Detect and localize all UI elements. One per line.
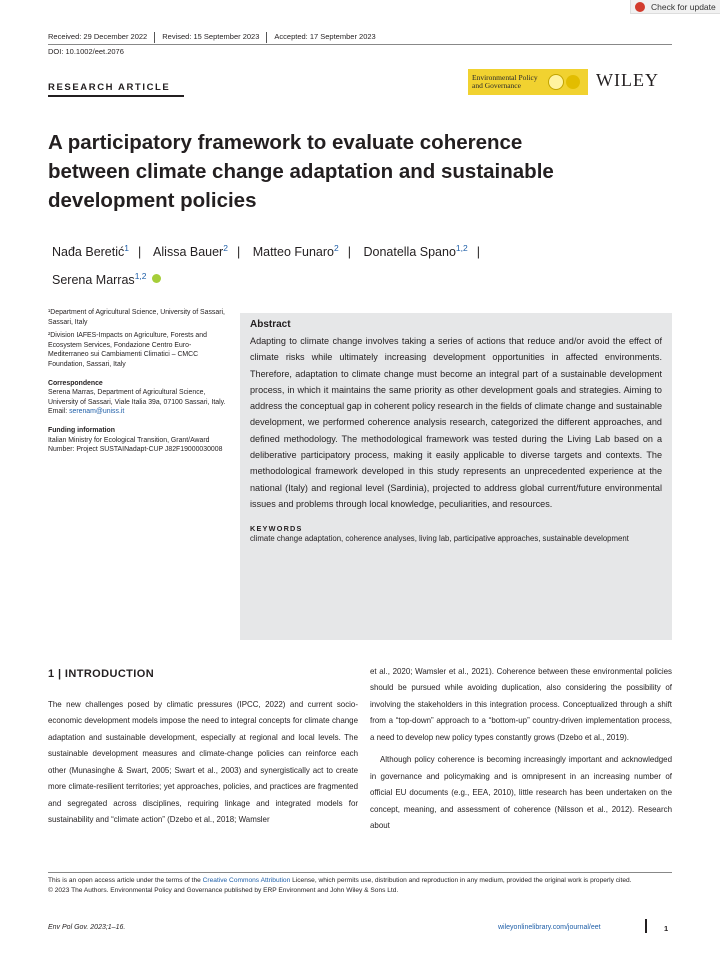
keywords-text: climate change adaptation, coherence analyses, living lab, participative approaches, sustainable development (250, 534, 629, 544)
article-title: A participatory framework to evaluate coherence between climate change adaptation and sustainable development policies (48, 131, 554, 212)
correspondence-heading: Correspondence (48, 379, 103, 387)
footnote-rule (48, 872, 672, 873)
author-list: Nađa Beretić$^1$ | Alissa Bauer$^2$ | Matteo Funaro$^2$ | Donatella Spano$^{1,2}$ | Serena Marras$^{1,2}$ (52, 243, 480, 287)
abstract-text: Adapting to climate change involves taking a series of actions that reduce and/or avoid the effect of climate risks while ultimately increasing development opportunities in affected environments. Therefore, adaptation to climate change must become an integral part of a sustainable development process, in which it maintains the same priority as other development goals and strategies. Aiming to address the conceptual gap in coherent policy research in the fields of climate change and sustainable development, we performed coherence analysis research, categorized the different approaches, and defined methodology. The methodological framework was tested during the Living Lab based on a deliberative participatory process, making it easily applicable to diverse targets and contexts. The methodological framework developed in this study represents an unprecedented experience at the national (Italy) and regional level (Sardinia), projected to address global current/future environmental issues and problems through local knowledge, peculiarities, and resources. (250, 336, 662, 509)
correspondence (48, 379, 226, 417)
correspondence-text: Serena Marras, Department of Agricultural Science, University of Sassari, Viale Italia 39a, 07100 Sassari, Italy. (48, 389, 226, 406)
erp-logo-icon (566, 75, 580, 89)
intro-paragraph-col2a: et al., 2020; Wamsler et al., 2021). Coherence between these environmental policies should be pursued while avoiding duplication, also considering the possibility of involving the stakeholders in this integration process. Conceptualized through a shift from a “top-down” approach to a “bottom-up” country-driven implementation process, a need to develop new policy types constantly grows (Dzebo et al., 2019). (370, 667, 672, 742)
section-heading-introduction: 1 | INTRODUCTION (48, 668, 155, 680)
copyright-text: © 2023 The Authors. Environmental Policy and Governance published by ERP Environment and John Wiley & Sons Ltd. (48, 886, 399, 894)
intro-paragraph-col2b: Although policy coherence is becoming increasingly important and acknowledged in governance and policymaking and is omnipresent in an increasing number of official EU documents (e.g., EEA, 2010), little research has been undertaken on the concept, meaning, and assessment of coherence (Nilsson et al., 2012). Research about (370, 755, 672, 831)
funding-info (48, 426, 226, 455)
publisher-logo[interactable]: WILEY (596, 70, 659, 90)
header-rule (48, 44, 672, 45)
affiliations (48, 308, 226, 370)
author[interactable]: Matteo Funaro$^2$ (252, 243, 339, 259)
article-dates (48, 32, 376, 43)
intro-paragraph-col1: The new challenges posed by climatic pressures (IPCC, 2022) and current socio-economic development models impose the need to integral concepts for climate change adaptation and sustainable development, especially at regional and local levels. The sustainable development measures and climate-change policies can reinforce each other (Munasinghe & Swart, 2005; Swart et al., 2003) and synergistically act to create more climate-resilient territories; yet approaches, policies, and practices are fragmented and segregated across disciplines, requiring linkage and integrated models for sustainability and “climate action” (Dzebo et al., 2018; Wamsler (48, 700, 358, 825)
revised-date: Revised: 15 September 2023 (162, 32, 260, 41)
funding-text: Italian Ministry for Ecological Transition, Grant/Award Number: Project SUSTAINadapt-CUP J82F19000030008 (48, 436, 223, 454)
article-type: RESEARCH ARTICLE (48, 82, 171, 93)
email-link[interactable]: serenam@uniss.it (69, 408, 125, 416)
orcid-icon[interactable] (152, 274, 161, 283)
citation: Env Pol Gov. 2023;1–16. (48, 924, 126, 931)
abstract-box (240, 313, 672, 640)
license-text: This is an open access article under the terms of the Creative Commons Attribution License, which permits use, distribution and reproduction in any medium, provided the original work is properly cited. (48, 877, 632, 884)
correspondence-email: Email: serenam@uniss.it (48, 408, 125, 416)
affiliation-1: ¹Department of Agricultural Science, University of Sassari, Sassari, Italy (48, 309, 225, 326)
affiliation-2: ²Division IAFES-Impacts on Agriculture, Forests and Ecosystem Services, Fondazione Centro Euro-Mediterraneo sui Cambiamenti Climatici – CMCC Foundation, Sassari, Italy (48, 332, 207, 368)
funding-heading: Funding information (48, 426, 115, 434)
sun-icon (548, 74, 564, 90)
keywords-heading: KEYWORDS (250, 524, 303, 534)
author[interactable]: Donatella Spano$^{1,2}$ (363, 243, 468, 259)
journal-logo-line1: Environmental Policy (472, 72, 538, 82)
check-update-icon (635, 2, 645, 12)
journal-logo-line2: and Governance (472, 81, 521, 90)
author[interactable]: Nađa Beretić$^1$ (52, 243, 129, 259)
journal-logo-text (472, 74, 546, 91)
author[interactable]: Serena Marras$^{1,2}$ (52, 271, 147, 287)
journal-url-link[interactable]: wileyonlinelibrary.com/journal/eet (498, 924, 601, 931)
cc-license-link[interactable]: Creative Commons Attribution (202, 877, 291, 884)
author[interactable]: Alissa Bauer$^2$ (153, 243, 228, 259)
check-update-label: Check for update (651, 2, 716, 12)
article-info-sidebar (48, 308, 226, 464)
divider (154, 32, 155, 43)
footer-divider (645, 919, 647, 933)
accepted-date: Accepted: 17 September 2023 (274, 32, 376, 41)
divider (266, 32, 267, 43)
check-for-update-button[interactable] (630, 0, 720, 14)
doi[interactable]: DOI: 10.1002/eet.2076 (48, 47, 124, 56)
received-date: Received: 29 December 2022 (48, 32, 148, 41)
license-footnote (48, 876, 672, 896)
abstract-heading: Abstract (250, 319, 291, 330)
journal-logo[interactable] (468, 69, 588, 95)
article-type-underline (48, 95, 184, 97)
page-number: 1 (664, 924, 669, 933)
intro-column-2 (370, 664, 672, 835)
